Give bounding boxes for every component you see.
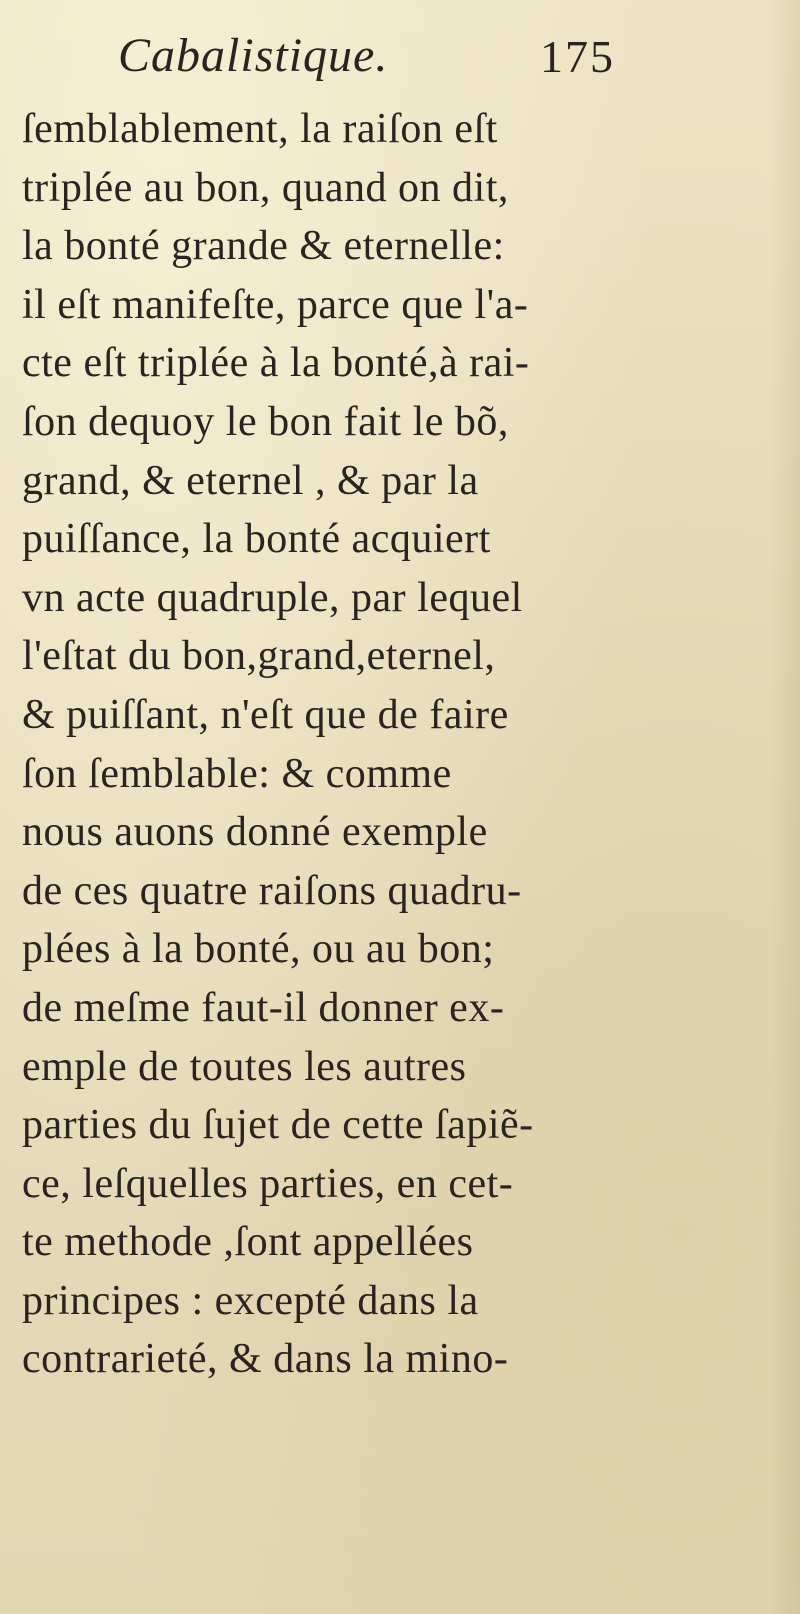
text-line: ſon dequoy le bon fait le bõ, xyxy=(22,398,509,445)
text-line: ſon ſemblable: & comme xyxy=(22,750,452,797)
text-line: de ces quatre raiſons quadru- xyxy=(22,867,522,914)
text-line: ſemblablement, la raiſon eſt xyxy=(22,106,498,152)
text-line: vn acte quadruple, par lequel xyxy=(22,574,523,621)
text-line: grand, & eternel , & par la xyxy=(22,457,479,504)
running-head: Cabalistique. xyxy=(118,29,389,82)
text-line: principes : excepté dans la xyxy=(22,1277,479,1324)
text-line: nous auons donné exemple xyxy=(22,809,488,856)
text-line: & puiſſant, n'eſt que de faire xyxy=(22,691,509,738)
text-line: triplée au bon, quand on dit, xyxy=(22,164,509,211)
text-line: la bonté grande & eternelle: xyxy=(22,223,505,270)
text-line: puiſſance, la bonté acquiert xyxy=(22,516,491,563)
text-line: ce, leſquelles parties, en cet- xyxy=(22,1160,514,1207)
text-line: de meſme faut-il donner ex- xyxy=(22,984,505,1031)
text-line: cte eſt triplée à la bonté,à rai- xyxy=(22,340,530,387)
text-line: contrarieté, & dans la mino- xyxy=(22,1336,509,1383)
text-line: parties du ſujet de cette ſapiẽ- xyxy=(22,1102,534,1149)
page-number: 175 xyxy=(540,31,615,82)
text-line: plées à la bonté, ou au bon; xyxy=(22,926,495,973)
text-line: il eſt manifeſte, parce que l'a- xyxy=(22,281,529,328)
text-line: te methode ,ſont appellées xyxy=(22,1219,474,1266)
page-edge-shadow xyxy=(770,0,800,1614)
text-line: l'eſtat du bon,grand,eternel, xyxy=(22,633,496,680)
text-line: emple de toutes les autres xyxy=(22,1043,467,1090)
body-text xyxy=(22,100,642,1389)
